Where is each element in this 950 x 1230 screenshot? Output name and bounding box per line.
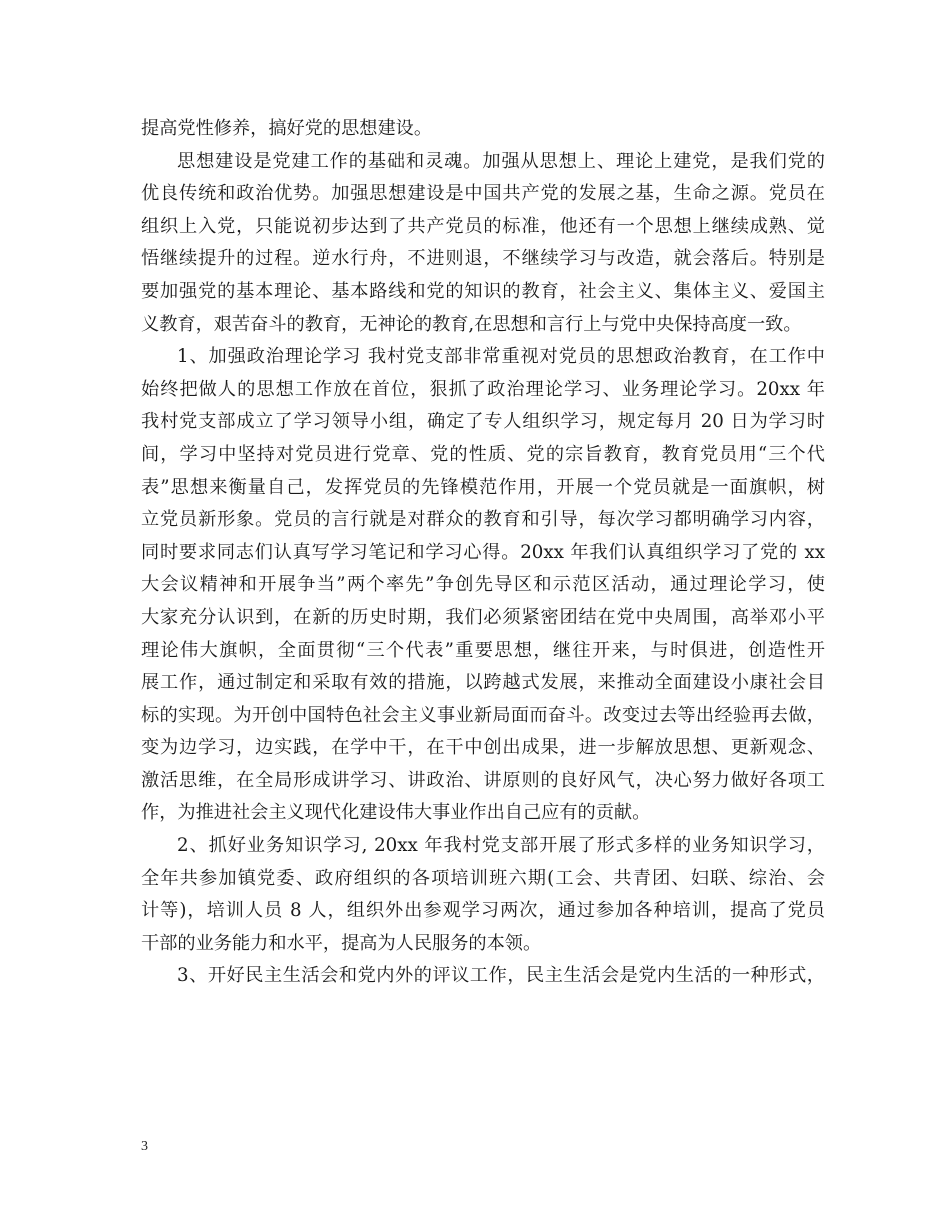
text-line: 变为边学习，边实践，在学中干，在干中创出成果，进一步解放思想、更新观念、 <box>141 737 825 759</box>
paragraph <box>141 960 825 993</box>
text-line: 2、抓好业务知识学习, 20xx 年我村党支部开展了形式多样的业务知识学习， <box>177 835 825 857</box>
text-line: 悟继续提升的过程。逆水行舟，不进则退，不继续学习与改造，就会落后。特别是 <box>141 248 825 270</box>
paragraph <box>141 830 825 960</box>
text-line: 表”思想来衡量自己，发挥党员的先锋模范作用，开展一个党员就是一面旗帜，树 <box>141 476 825 498</box>
text-line: 大家充分认识到，在新的历史时期，我们必须紧密团结在党中央周围，高举邓小平 <box>141 606 825 628</box>
paragraph <box>141 113 825 146</box>
text-line: 理论伟大旗帜，全面贯彻“三个代表”重要思想，继往开来，与时俱进，创造性开 <box>141 639 825 661</box>
document-body <box>141 113 825 993</box>
text-line: 干部的业务能力和水平，提高为人民服务的本领。 <box>141 932 542 954</box>
text-line: 我村党支部成立了学习领导小组，确定了专人组织学习，规定每月 20 日为学习时 <box>141 411 825 433</box>
text-line: 3、开好民主生活会和党内外的评议工作，民主生活会是党内生活的一种形式， <box>177 965 825 987</box>
text-line: 作，为推进社会主义现代化建设伟大事业作出自己应有的贡献。 <box>141 802 651 824</box>
text-line: 1、加强政治理论学习 我村党支部非常重视对党员的思想政治教育，在工作中 <box>177 346 825 368</box>
text-line: 要加强党的基本理论、基本路线和党的知识的教育，社会主义、集体主义、爱国主 <box>141 280 825 302</box>
text-line: 优良传统和政治优势。加强思想建设是中国共产党的发展之基，生命之源。党员在 <box>141 183 825 205</box>
text-line: 激活思维，在全局形成讲学习、讲政治、讲原则的良好风气，决心努力做好各项工 <box>141 769 825 791</box>
text-line: 义教育，艰苦奋斗的教育，无神论的教育,在思想和言行上与党中央保持高度一致。 <box>141 313 802 335</box>
page-number: 3 <box>141 1139 148 1154</box>
text-line: 标的实现。为开创中国特色社会主义事业新局面而奋斗。改变过去等出经验再去做， <box>141 704 825 726</box>
text-line: 展工作，通过制定和采取有效的措施，以跨越式发展，来推动全面建设小康社会目 <box>141 672 825 694</box>
text-line: 组织上入党，只能说初步达到了共产党员的标准，他还有一个思想上继续成熟、觉 <box>141 215 825 237</box>
text-line: 全年共参加镇党委、政府组织的各项培训班六期(工会、共青团、妇联、综治、会 <box>141 867 825 889</box>
text-line: 立党员新形象。党员的言行就是对群众的教育和引导，每次学习都明确学习内容， <box>141 509 825 531</box>
paragraph <box>141 146 825 342</box>
paragraph <box>141 341 825 830</box>
text-line: 提高党性修养，搞好党的思想建设。 <box>141 118 433 139</box>
text-line: 大会议精神和开展争当”两个率先”争创先导区和示范区活动，通过理论学习，使 <box>141 574 825 596</box>
text-line: 计等)，培训人员 8 人，组织外出参观学习两次，通过参加各种培训，提高了党员 <box>141 900 825 922</box>
text-line: 始终把做人的思想工作放在首位，狠抓了政治理论学习、业务理论学习。20xx 年 <box>141 378 825 400</box>
text-line: 思想建设是党建工作的基础和灵魂。加强从思想上、理论上建党，是我们党的 <box>177 150 825 172</box>
text-line: 间，学习中坚持对党员进行党章、党的性质、党的宗旨教育，教育党员用“三个代 <box>141 443 825 465</box>
text-line: 同时要求同志们认真写学习笔记和学习心得。20xx 年我们认真组织学习了党的 xx <box>141 541 825 563</box>
